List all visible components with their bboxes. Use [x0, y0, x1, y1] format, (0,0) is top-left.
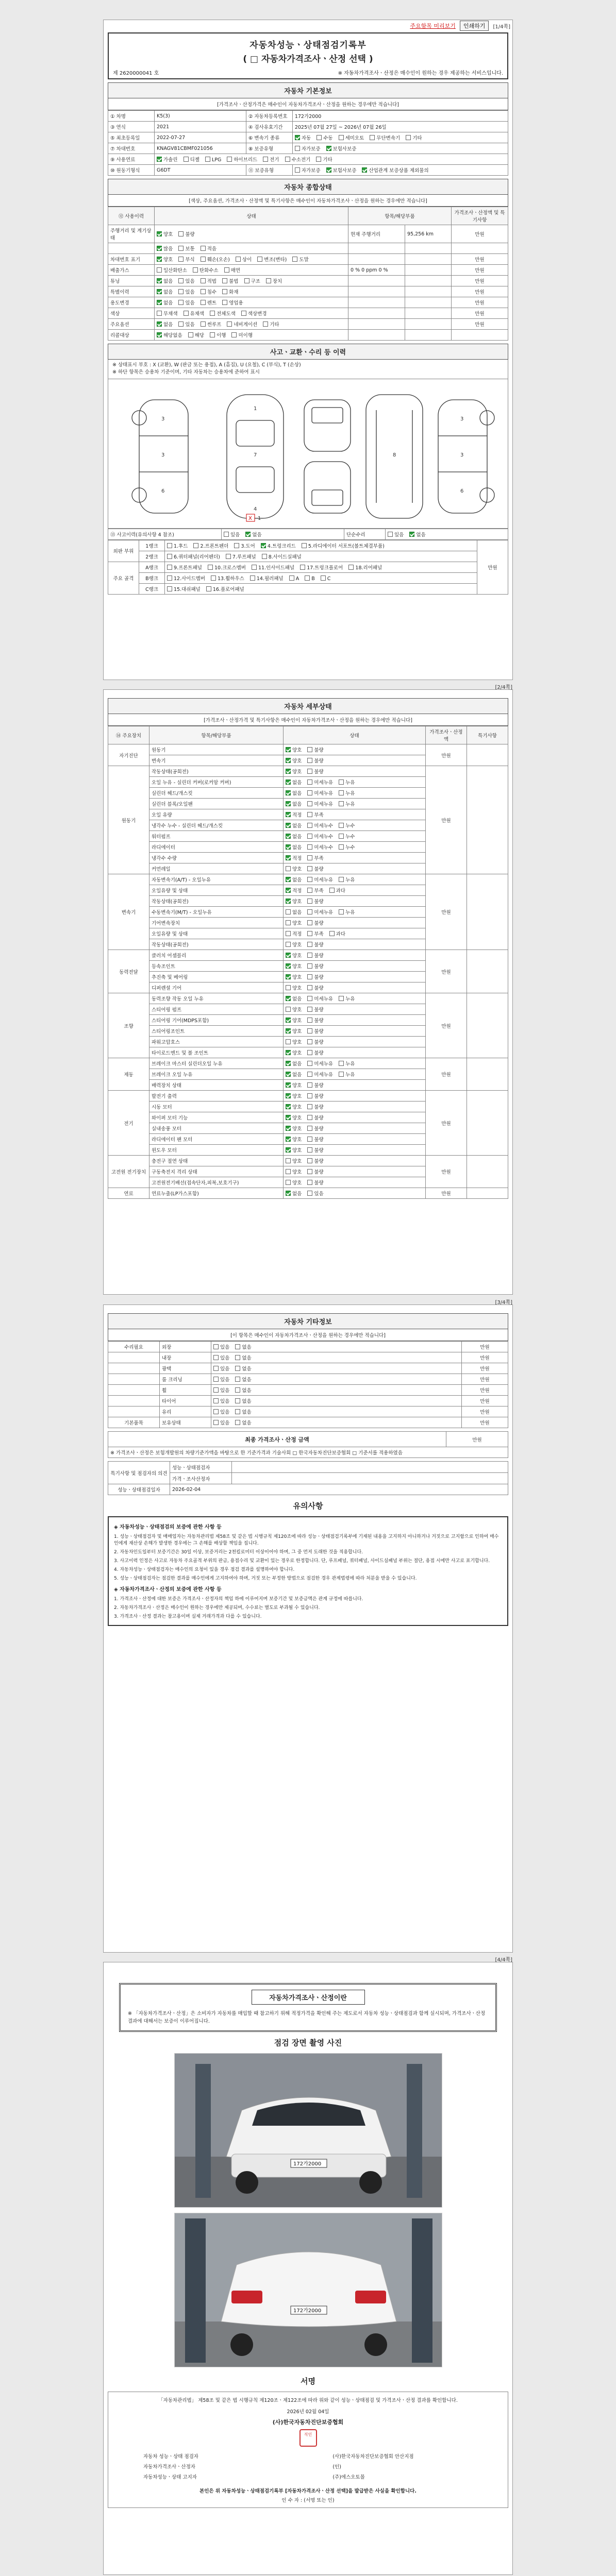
damage-mark-part: 1	[258, 515, 261, 521]
detail-row: 고전원전기배선(접속단자,피복,보호기구) 양호 불량	[108, 1177, 508, 1188]
inspection-photo-rear	[174, 2213, 442, 2367]
page-toolbar	[104, 20, 512, 31]
svg-text:3: 3	[460, 416, 464, 422]
overall-row: 주행거리 및 계기상태 양호 불량 현재 주행거리 95,256 km 만원	[108, 225, 508, 243]
detail-row: 실내송풍 모터 양호 불량	[108, 1123, 508, 1134]
sign-org: (사)한국자동차진단보증협회	[272, 2419, 344, 2426]
svg-text:1: 1	[254, 405, 257, 412]
price-person-value	[232, 1473, 508, 1484]
rankB-items: 12.사이드멤버 13.휠하우스 14.필러패널 A B C	[165, 572, 477, 583]
price-info-text: ※ 「자동차가격조사ㆍ산정」은 소비자가 자동차를 매입할 때 참고하기 위해 적정가격을 확인해 주는 제도로서 자동차 성능ㆍ상태점검과 함께 실시되며, 가격조사ㆍ산정 결과에 대해서는 보증이 이루어집니다.	[128, 2011, 486, 2025]
document-title-box	[108, 32, 508, 79]
detail-row: 스티어링 펌프 양호 불량	[108, 1004, 508, 1015]
rank1-label: 1랭크	[139, 540, 165, 551]
basic-info-row: ⑨ 사용연료 가솔린 디젤 LPG 하이브리드 전기 수소전기 기타	[108, 154, 508, 165]
other-row: 수리필요 외장 있음 없음 만원	[108, 1342, 508, 1352]
detail-row: 와이퍼 모터 기능 양호 불량	[108, 1112, 508, 1123]
notes-heading-1: ◈ 자동차성능ㆍ상태점검의 보증에 관한 사항 등	[114, 1524, 222, 1530]
detail-row: 동력전달 클러치 어셈블리 양호 불량 만원	[108, 950, 508, 961]
detail-row: 추진축 및 베어링 양호 불량	[108, 972, 508, 982]
page-3	[103, 1300, 513, 1953]
document-subtitle: ( □ 자동차가격조사ㆍ산정 선택 )	[243, 54, 373, 64]
inspection-photo-front	[174, 2053, 442, 2208]
detail-row: 실린더 헤드/개스킷 없음 미세누유 누유	[108, 788, 508, 799]
accident-value: 있음 없음	[222, 529, 344, 539]
detail-row: 기어변속장치 양호 불량	[108, 918, 508, 928]
photo-title: 점검 장면 촬영 사진	[274, 2038, 342, 2048]
overall-row: 배출가스 일산화탄소 탄화수소 매연 0 % 0 ppm 0 % 만원	[108, 265, 508, 276]
page-number: [3/4쪽]	[495, 1300, 512, 1306]
basic-info-row: ⑩ 원동기형식 G6DT ⑪ 보증유형 자가보증 보험사보증 산업관계 보증상품 제외물의	[108, 165, 508, 176]
detail-row: 오일유량 및 상태 적정 부족 과다	[108, 928, 508, 939]
main-label: 주요 골격	[108, 562, 139, 594]
accident-legend-2: ※ 하단 항목은 승용차 기준이며, 기타 자동차는 승용차에 준하여 표시	[112, 369, 260, 376]
detail-row: 파워고압호스 양호 불량	[108, 1037, 508, 1047]
note-item: 4. 자동차성능ㆍ상태점검자는 매수인의 요청이 있을 경우 점검 결과를 설명하여야 합니다.	[114, 1567, 295, 1573]
final-table	[108, 1431, 508, 1458]
note-item: 1. 가격조사ㆍ산정에 대한 보증은 가격조사ㆍ산정자의 책임 하에 이루어지며 보증기간 및 보증금액은 관계 규정에 따릅니다.	[114, 1596, 363, 1602]
detail-row: 등속조인트 양호 불량	[108, 961, 508, 972]
svg-text:4: 4	[254, 506, 257, 512]
signer-value: (사)한국자동차진단보증협회 안산지점	[332, 2454, 414, 2460]
detail-row: 변속기 자동변속기(A/T) - 오일누유 없음 미세누유 누유 만원	[108, 874, 508, 885]
rank2-items: 6.쿼터패널(리어펜더) 7.루프패널 8.사이드실패널	[165, 551, 477, 562]
price-info-box	[119, 1983, 497, 2032]
rankA-label: A랭크	[139, 562, 165, 572]
detail-row: 워터펌프 없음 미세누수 누수	[108, 831, 508, 842]
signer-role: 자동차 성능ㆍ상태 점검자	[143, 2454, 198, 2460]
date-label: 성능ㆍ상태점검일자	[108, 1484, 170, 1495]
overall-table: ⑫ 사용이력 상태 항목/해당부품 가격조사ㆍ산정액 및 특기사항 주행거리 및 계기상태 양호 불량 현재 주행거리 95,256 km 만원 많음 보통 적음 차대번호 표기 양호 부식 훼손(오손) 상이 변조(변타) 도말 만원 배출가스 일산화탄소 탄화수소 매연 0 % 0 ppm 0 % 만원 튜닝 없음 있음 적법 불법 구조 장치 만원 특별이력 없음 있음 침수 화재 만원 용도변경 없음 있음 렌트 영업용 만원 색상 무채색 유채색 전체도색 색상변경 만원 주요옵션 없음 있음 썬루프 네비게이션 기타 만원 리콜대상 해당없음 해당 이행 미이행	[108, 207, 508, 341]
other-row: 룸 크리닝 있음 없음 만원	[108, 1374, 508, 1385]
document-title: 자동차성능ㆍ상태점검기록부	[249, 40, 367, 50]
notes-box	[108, 1516, 508, 1626]
overall-row: 주요옵션 없음 있음 썬루프 네비게이션 기타 만원	[108, 319, 508, 330]
section-detail-sub: [가격조사ㆍ산정가격 및 특기사항은 매수인이 자동차가격조사ㆍ산정을 원하는 경우에만 적습니다]	[108, 714, 508, 726]
detail-row: 제동 브레이크 마스터 실린더오일 누유 없음 미세누유 누유 만원	[108, 1058, 508, 1069]
svg-text:3: 3	[161, 452, 165, 458]
page-2	[103, 685, 513, 1295]
detail-row: 실린더 블록/오일팬 없음 미세누유 누유	[108, 799, 508, 809]
signer-table	[112, 2451, 504, 2482]
detail-row: 전기 발전기 출력 양호 불량 만원	[108, 1091, 508, 1101]
detail-row: 수동변속기(M/T) - 오일누유 없음 미세누유 누유	[108, 907, 508, 918]
section-accident-title: 사고ㆍ교환ㆍ수리 등 이력	[108, 344, 508, 360]
detail-row: 작동상태(공회전) 양호 불량	[108, 896, 508, 907]
svg-text:8: 8	[393, 452, 396, 458]
document-notice: ※ 자동차가격조사ㆍ산정은 매수인이 원하는 경우 제공하는 서비스입니다.	[338, 71, 503, 76]
detail-row: 스티어링조인트 양호 불량	[108, 1026, 508, 1037]
detail-row: 오일유량 및 상태 적정 부족 과다	[108, 885, 508, 896]
detail-row: 변속기 양호 불량	[108, 755, 508, 766]
signer-role: 자동차가격조사ㆍ산정자	[143, 2464, 195, 2470]
note-item: 1. 성능ㆍ상태점검자 및 매매업자는 자동차관리법 제58조 및 같은 법 시행규칙 제120조에 따라 성능ㆍ상태점검기록부에 기재된 내용을 고지하지 아니하거나 거짓으로 고지함으로 인하여 매수인에게 재산상 손해가 발생한 경우에는 그 손해를 배상할 책임을 집니다.	[114, 1534, 499, 1547]
damage-mark-x: X	[248, 515, 252, 521]
detail-row: 스티어링 기어(MDPS포함) 양호 불량	[108, 1015, 508, 1026]
price-person-label: 가격ㆍ조사산정자	[170, 1473, 232, 1484]
page-number: [1/4쪽]	[493, 24, 510, 30]
detail-row: 라디에이터 없음 미세누수 누수	[108, 842, 508, 853]
detail-table: ⑭ 주요장치 항목/해당부품 상태 가격조사ㆍ산정액 특기사항 자기진단 원동기 양호 불량 만원 변속기 양호 불량 원동기 작동상태(공회전) 양호 불량 만원 오일 누유 - 실린더 커버(로커암 커버) 없음 미세누유 누유 실린더 헤드/개스킷 없음 미세누유 누유 실린더 블록/오일팬 없음 미세누유 누유 오일 유량 적정 부족 냉각수 누수 - 실린더 헤드/개스킷 없음 미세누수 누수 워터펌프 없음 미세누수 누수 라디에이터 없음 미세누수 누수 냉각수 수량 적정 부족 커먼레일 양호 불량 변속기 자동변속기(A/T) - 오일누유 없음 미세누유 누유 만원 오일유량 및 상태 적정 부족 과다 작동상태(공회전) 양호 불량 수동변속기(M/T) - 오일누유 없음 미세누유 누유 기어변속장치 양호 불량 오일유량 및 상태 적정 부족 과다 작동상태(공회전) 양호 불량 동력전달 클러치 어셈블리 양호 불량 만원 등속조인트 양호 불량 추진축 및 베어링 양호 불량 디퍼렌셜 기어 양호 불량 조향 동력조향 작동 오일 누유 없음 미세누유 누유 만원 스티어링 펌프 양호 불량 스티어링 기어(MDPS포함) 양호 불량 스티어링조인트 양호 불량 파워고압호스 양호 불량 타이로드엔드 및 볼 조인트 양호 불량 제동 브레이크 마스터 실린더오일 누유 없음 미세누유 누유 만원 브레이크 오일 누유 없음 미세누유 누유 배력장치 상태 양호 불량 전기 발전기 출력 양호 불량 만원 시동 모터 양호 불량 와이퍼 모터 기능 양호 불량 실내송풍 모터 양호 불량 라디에이터 팬 모터 양호 불량 윈도우 모터 양호 불량 고전원 전기장치 충전구 절연 상태 양호 불량 만원 구동축전지 격리 상태 양호 불량 고전원전기배선(접속단자,피복,보호기구) 양호 불량 연료 연료누출(LP가스포함) 없음 있음 만원	[108, 726, 508, 1199]
detail-row: 커먼레일 양호 불량	[108, 863, 508, 874]
note-item: 3. 가격조사ㆍ산정 결과는 참고용이며 실제 거래가격과 다를 수 있습니다.	[114, 1614, 262, 1619]
rank2-label: 2랭크	[139, 551, 165, 562]
note-item: 2. 자동차인도일부터 보증기간은 30일 이상, 보증거리는 2천킬로미터 이상이어야 하며, 그 중 먼저 도래한 것을 적용합니다.	[114, 1550, 363, 1555]
note-item: 5. 성능ㆍ상태점검자는 점검한 결과를 매수인에게 고지하여야 하며, 거짓 또는 부정한 방법으로 점검한 경우 관계법령에 따라 처분을 받을 수 있습니다.	[114, 1576, 417, 1582]
print-button[interactable]: 인쇄하기	[460, 21, 489, 31]
detail-row: 윈도우 모터 양호 불량	[108, 1145, 508, 1156]
page-4	[103, 1957, 513, 2575]
page-number: [4/4쪽]	[495, 1957, 512, 1963]
final-note: ※ 가격조사ㆍ산정은 보험개발원의 차량기준가액을 바탕으로 한 기준가격과 기술사회 □ 한국자동차진단보증협회 □ 기준서를 적용하였음	[108, 1447, 508, 1458]
svg-text:3: 3	[460, 452, 464, 458]
detail-row: 배력장치 상태 양호 불량	[108, 1080, 508, 1091]
note-item: 3. 사고이력 인정은 사고로 자동차 주요골격 부위의 판금, 용접수리 및 교환이 있는 경우로 한정합니다. 단, 루프패널, 쿼터패널, 사이드실패널 부위는 절단, 용접 시에만 사고로 표기합니다.	[114, 1558, 490, 1564]
org-seal: 직인	[299, 2429, 317, 2447]
detail-row: 브레이크 오일 누유 없음 미세누유 누유	[108, 1069, 508, 1080]
rank-price: 만원	[477, 540, 508, 594]
rank-table	[108, 540, 508, 595]
detail-row: 오일 유량 적정 부족	[108, 809, 508, 820]
detail-row: 연료 연료누출(LP가스포함) 없음 있음 만원	[108, 1188, 508, 1199]
price-info-title: 자동차가격조사ㆍ산정이란	[252, 1990, 365, 2005]
notes-heading-2: ◈ 자동차가격조사ㆍ산정의 보증에 관한 사항 등	[114, 1587, 222, 1593]
signer-value: (인)	[332, 2464, 341, 2470]
detail-row: 고전원 전기장치 충전구 절연 상태 양호 불량 만원	[108, 1156, 508, 1166]
rankC-items: 15.대쉬패널 16.플로어패널	[165, 583, 477, 594]
page-1	[103, 20, 513, 680]
simple-repair-label: 단순수리	[344, 529, 386, 539]
sign-date: 2026년 02월 04일	[287, 2409, 329, 2415]
overall-row: 많음 보통 적음	[108, 243, 508, 254]
svg-text:7: 7	[254, 452, 257, 458]
notes-title: 유의사항	[293, 1501, 323, 1511]
detail-row: 자기진단 원동기 양호 불량 만원	[108, 744, 508, 755]
car-diagram	[108, 379, 508, 529]
other-row: 광택 있음 없음 만원	[108, 1363, 508, 1374]
other-row: 기본품목 보유상태 있음 없음 만원	[108, 1417, 508, 1428]
car-diagram-svg	[108, 379, 509, 529]
overall-row: 용도변경 없음 있음 렌트 영업용 만원	[108, 297, 508, 308]
basic-info-row: ① 차명 K5(3) ② 자동차등록번호 172가2000	[108, 111, 508, 122]
document-number: 제 2620000041 호	[113, 71, 159, 76]
detail-row: 구동축전지 격리 상태 양호 불량	[108, 1166, 508, 1177]
rank1-items: 1.후드 2.프론트펜더 3.도어 4.트렁크리드 5.라디에이터 서포트(볼트체결부품)	[165, 540, 477, 551]
sign-box	[108, 2392, 508, 2508]
other-row: 유리 있음 없음 만원	[108, 1406, 508, 1417]
final-line: 본인은 위 자동차성능ㆍ상태점검기록부 [자동차가격조사ㆍ산정 선택]을 발급받은 사실을 확인합니다.	[199, 2488, 417, 2495]
buyer-line: 인 수 자 : (서명 또는 인)	[281, 2498, 335, 2504]
section-other-sub: [이 항목은 매수인이 자동차가격조사ㆍ산정을 원하는 경우에만 적습니다]	[108, 1329, 508, 1341]
final-label: 최종 가격조사ㆍ산정 금액	[108, 1432, 446, 1447]
svg-text:6: 6	[161, 488, 165, 494]
overall-row: 색상 무채색 유채색 전체도색 색상변경 만원	[108, 308, 508, 319]
overall-row: 차대번호 표기 양호 부식 훼손(오손) 상이 변조(변타) 도말 만원	[108, 254, 508, 265]
page-number: [2/4쪽]	[495, 685, 512, 690]
preview-link[interactable]: 주요항목 미리보기	[410, 23, 456, 29]
detail-row: 조향 동력조향 작동 오일 누유 없음 미세누유 누유 만원	[108, 993, 508, 1004]
plate-text: 172가2000	[293, 2161, 321, 2167]
basic-info-row: ③ 연식 2021 ④ 검사유효기간 2025년 07월 27일 ~ 2026년 07월 26일	[108, 122, 508, 132]
rankB-label: B랭크	[139, 572, 165, 583]
inspector-label: 성능ㆍ상태점검자	[170, 1462, 232, 1473]
sign-title: 서명	[301, 2377, 315, 2386]
detail-row: 원동기 작동상태(공회전) 양호 불량 만원	[108, 766, 508, 777]
overall-row: 리콜대상 해당없음 해당 이행 미이행	[108, 330, 508, 341]
detail-row: 라디에이터 팬 모터 양호 불량	[108, 1134, 508, 1145]
section-detail-title: 자동차 세부상태	[108, 698, 508, 714]
outer-label: 외판 부위	[108, 540, 139, 562]
plate-text: 172가2000	[293, 2308, 321, 2314]
detail-row: 타이로드엔드 및 볼 조인트 양호 불량	[108, 1047, 508, 1058]
detail-row: 작동상태(공회전) 양호 불량	[108, 939, 508, 950]
person-label: 특기사항 및 점검자의 의견	[108, 1462, 170, 1484]
detail-row: 냉각수 누수 - 실린더 헤드/개스킷 없음 미세누수 누수	[108, 820, 508, 831]
other-table	[108, 1341, 508, 1428]
signer-value: (주)에스오토몰	[332, 2475, 365, 2481]
section-basic-info-title: 자동차 기본정보	[108, 82, 508, 98]
date-value: 2026-02-04	[170, 1484, 508, 1495]
detail-row: 오일 누유 - 실린더 커버(로커암 커버) 없음 미세누유 누유	[108, 777, 508, 788]
section-overall-sub: [색상, 주요옵션, 가격조사ㆍ산정액 및 특기사항은 매수인이 자동차가격조사ㆍ산정을 원하는 경우에만 적습니다]	[108, 195, 508, 207]
rankC-label: C랭크	[139, 583, 165, 594]
basic-info-row: ⑦ 차대번호 KNAGV81CBMF021056 ⑧ 보증유형 자가보증 보험사보증	[108, 143, 508, 154]
other-row: 내장 있음 없음 만원	[108, 1352, 508, 1363]
overall-row: 튜닝 없음 있음 적법 불법 구조 장치 만원	[108, 276, 508, 286]
detail-row: 냉각수 수량 적정 부족	[108, 853, 508, 863]
detail-row: 디퍼렌셜 기어 양호 불량	[108, 982, 508, 993]
final-won: 만원	[446, 1432, 508, 1447]
overall-row: 특별이력 없음 있음 침수 화재 만원	[108, 286, 508, 297]
inspector-table	[108, 1461, 508, 1495]
simple-repair-value: 있음 없음	[386, 529, 508, 539]
other-row: 휠 있음 없음 만원	[108, 1385, 508, 1396]
accident-table	[108, 529, 508, 540]
sign-text: 「자동차관리법」 제58조 및 같은 법 시행규칙 제120조ㆍ제122조에 따라 위와 같이 성능ㆍ상태점검 및 가격조사ㆍ산정 결과를 확인합니다.	[158, 2398, 458, 2404]
note-item: 2. 자동차가격조사ㆍ산정은 매수인이 원하는 경우에만 제공되며, 수수료는 별도로 부과될 수 있습니다.	[114, 1605, 320, 1611]
section-basic-info-sub: [가격조사ㆍ산정가격은 매수인이 자동차가격조사ㆍ산정을 원하는 경우에만 적습니다]	[108, 98, 508, 110]
svg-text:6: 6	[460, 488, 464, 494]
rankA-items: 9.프론트패널 10.크로스멤버 11.인사이드패널 17.트렁크플로어 18.리어패널	[165, 562, 477, 572]
accident-label: ⑬ 사고이력(유의사항 4 참조)	[108, 529, 222, 539]
section-overall-title: 자동차 종합상태	[108, 179, 508, 195]
svg-text:3: 3	[161, 416, 165, 422]
section-other-title: 자동차 기타정보	[108, 1313, 508, 1329]
other-row: 타이어 있음 없음 만원	[108, 1396, 508, 1406]
inspector-value	[232, 1462, 508, 1473]
basic-info-row: ⑤ 최초등록일 2022-07-27 ⑥ 변속기 종류 자동 수동 세미오토 무단변속기 기타	[108, 132, 508, 143]
basic-info-table	[108, 110, 508, 176]
accident-legend: ※ 상태표시 부호 : X (교환), W (판금 또는 용접), A (흠집), U (요철), C (부식), T (손상)	[112, 362, 301, 368]
detail-row: 시동 모터 양호 불량	[108, 1101, 508, 1112]
signer-role: 자동차성능ㆍ상태 고지자	[143, 2475, 197, 2481]
